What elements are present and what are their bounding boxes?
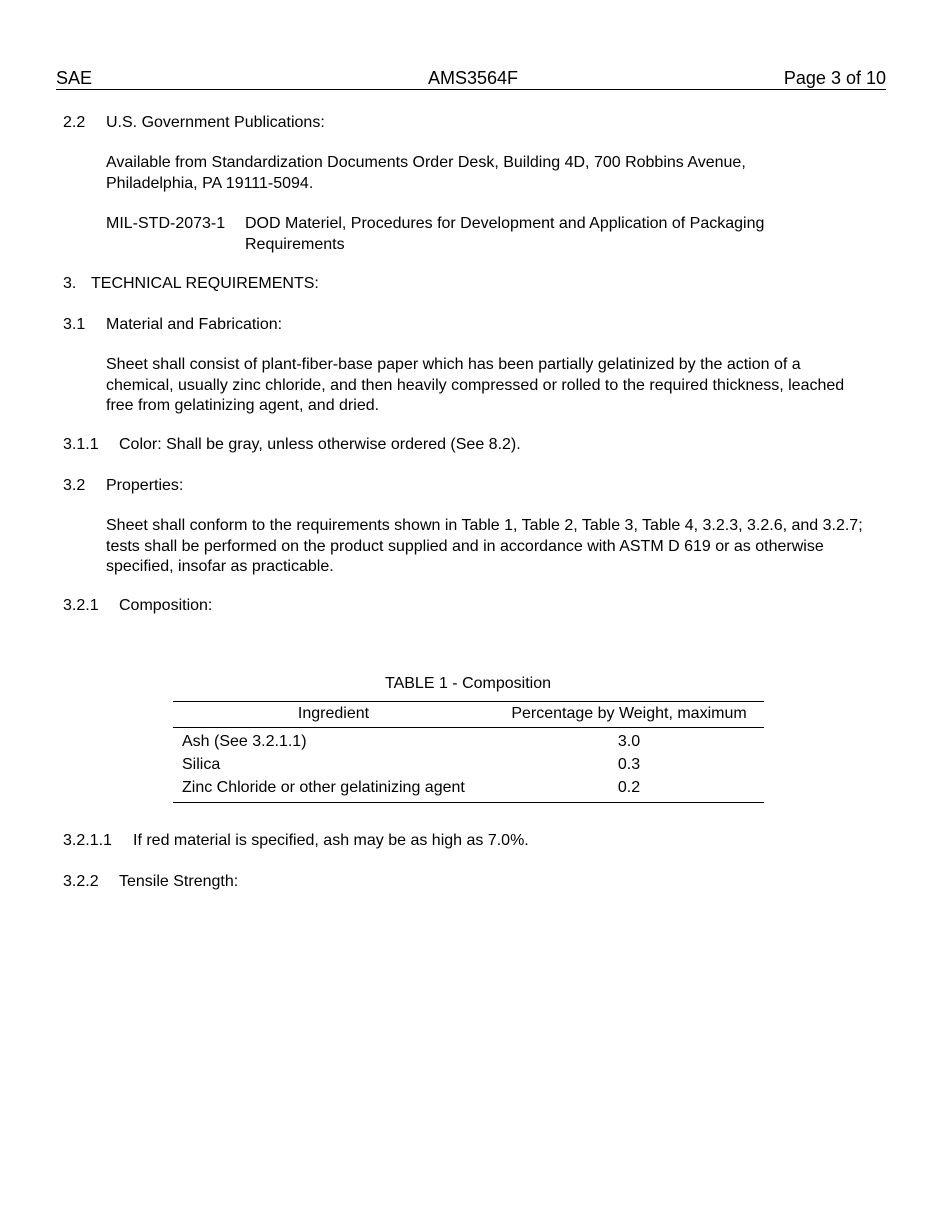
section-3-2-paragraph: Sheet shall conform to the requirements shown in Table 1, Table 2, Table 3, Table 4, 3.2.3, 3.2.6, and 3.2.7; tests shall be performed on the product supplied and in accordance with ASTM D 619 or as otherwise specified, insofar as practicable. [106, 517, 863, 575]
table-row [173, 754, 764, 777]
ingredient-cell: Silica [182, 756, 221, 773]
reference-id: MIL-STD-2073-1 [106, 215, 226, 232]
column-header-ingredient: Ingredient [173, 702, 494, 728]
header-org: SAE [56, 68, 93, 88]
header-doc-number: AMS3564F [428, 68, 519, 88]
section-3-title: TECHNICAL REQUIREMENTS: [91, 275, 319, 292]
column-header-percentage: Percentage by Weight, maximum [494, 702, 764, 728]
composition-table [173, 701, 764, 803]
percentage-cell: 3.0 [617, 733, 641, 750]
percentage-cell: 0.3 [617, 756, 641, 773]
section-2-2-title: U.S. Government Publications: [106, 114, 325, 131]
table-row [173, 777, 764, 803]
section-3-2-1-1-number: 3.2.1.1 [63, 832, 112, 849]
table-caption: TABLE 1 - Composition [385, 675, 551, 692]
section-3-2-title: Properties: [106, 477, 184, 494]
reference-title: DOD Materiel, Procedures for Development and Application of Packaging Requirements [245, 215, 765, 253]
table-header-row [173, 702, 764, 728]
section-3-2-1-1-text: If red material is specified, ash may be as high as 7.0%. [133, 832, 529, 849]
table-row [173, 728, 764, 755]
percentage-cell: 0.2 [494, 777, 764, 803]
section-3-1-1-number: 3.1.1 [63, 436, 99, 453]
section-3-2-2-text: Tensile Strength: [119, 873, 239, 890]
header-page-number: Page 3 of 10 [783, 68, 886, 88]
section-3-1-paragraph: Sheet shall consist of plant-fiber-base paper which has been partially gelatinized by the action of a chemical, usually zinc chloride, and then heavily compressed or rolled to the required thickness, leached free from gelatinizing agent, and dried. [106, 356, 845, 414]
section-3-2-number: 3.2 [63, 477, 86, 494]
section-3-number: 3. [63, 275, 77, 292]
section-2-2-number: 2.2 [63, 114, 86, 131]
section-3-2-2-number: 3.2.2 [63, 873, 99, 890]
section-3-1-title: Material and Fabrication: [106, 316, 283, 333]
section-3-1-1-text: Color: Shall be gray, unless otherwise ordered (See 8.2). [119, 436, 521, 453]
page-header [56, 67, 886, 90]
section-2-2-paragraph: Available from Standardization Documents Order Desk, Building 4D, 700 Robbins Avenue, Philadelphia, PA 19111-5094. [106, 154, 746, 192]
section-3-1-number: 3.1 [63, 316, 86, 333]
ingredient-cell: Ash (See 3.2.1.1) [182, 733, 307, 750]
section-3-2-1-number: 3.2.1 [63, 597, 99, 614]
ingredient-cell: Zinc Chloride or other gelatinizing agent [173, 777, 494, 803]
section-3-2-1-text: Composition: [119, 597, 213, 614]
